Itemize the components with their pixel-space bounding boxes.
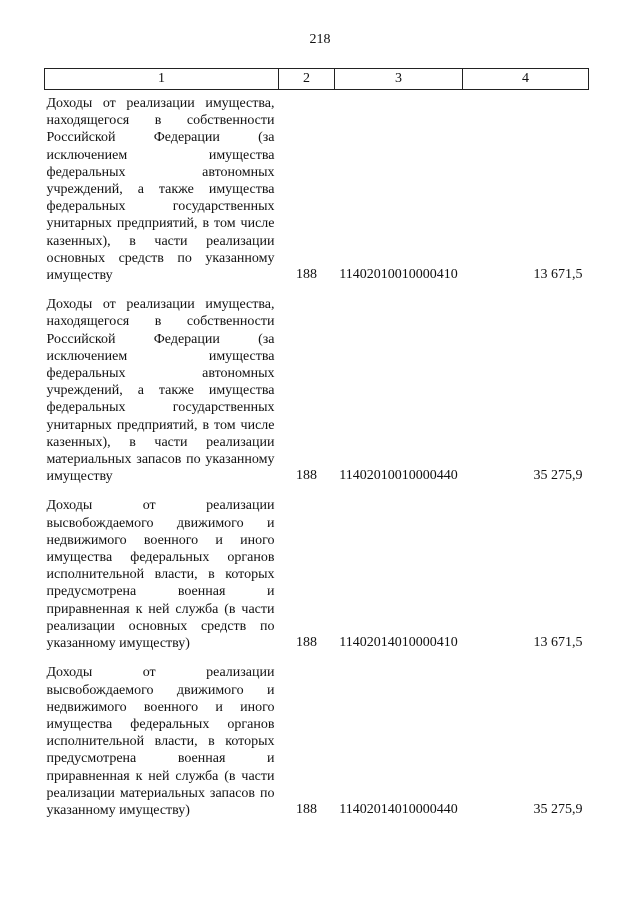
revenue-description: Доходы от реализации имущества, находящегося в собственности Российской Федерации (за исключением имущества федеральных автономных учреждений, а также имущества федеральных государственных унитарных предприятий, в том числе казенных), в части реализации материальных запасов по указанному имуществу (46, 297, 275, 485)
revenue-description: Доходы от реализации высвобождаемого движимого и недвижимого военного и иного имущества федеральных органов исполнительной власти, в которых предусмотрена военная и приравненная к ней служба (в части реализации материальных запасов по указанному имуществу) (46, 665, 275, 818)
budget-classification-code: 11402014010000440 (339, 801, 458, 817)
administrator-code: 188 (296, 468, 317, 484)
budget-classification-code: 11402010010000440 (339, 468, 458, 484)
budget-classification-code: 11402010010000410 (339, 267, 458, 283)
budget-classification-code: 11402014010000410 (339, 635, 458, 651)
administrator-code: 188 (296, 635, 317, 651)
column-header-1: 1 (45, 69, 279, 90)
table-row (45, 659, 589, 826)
revenue-description: Доходы от реализации высвобождаемого движимого и недвижимого военного и иного имущества федеральных органов исполнительной власти, в которых предусмотрена военная и приравненная к ней служба (в части реализации основных средств по указанному имуществу) (46, 498, 275, 652)
administrator-code: 188 (296, 267, 317, 283)
revenue-amount: 35 275,9 (533, 468, 583, 484)
revenue-amount: 13 671,5 (533, 635, 583, 651)
table-header (45, 69, 589, 90)
header-row (45, 69, 589, 90)
page-number: 218 (309, 32, 331, 47)
column-header-2: 2 (279, 69, 335, 90)
revenue-amount: 13 671,5 (533, 267, 583, 283)
table-row (45, 492, 589, 659)
column-header-4: 4 (463, 69, 589, 90)
revenue-amount: 35 275,9 (533, 801, 583, 817)
administrator-code: 188 (296, 801, 317, 817)
budget-revenue-table (44, 68, 589, 826)
column-header-3: 3 (335, 69, 463, 90)
table-row (45, 90, 589, 292)
table-body (45, 90, 589, 827)
revenue-description: Доходы от реализации имущества, находящегося в собственности Российской Федерации (за исключением имущества федеральных автономных учреждений, а также имущества федеральных государственных унитарных предприятий, в том числе казенных), в части реализации основных средств по указанному имуществу (46, 96, 275, 284)
table-row (45, 291, 589, 492)
